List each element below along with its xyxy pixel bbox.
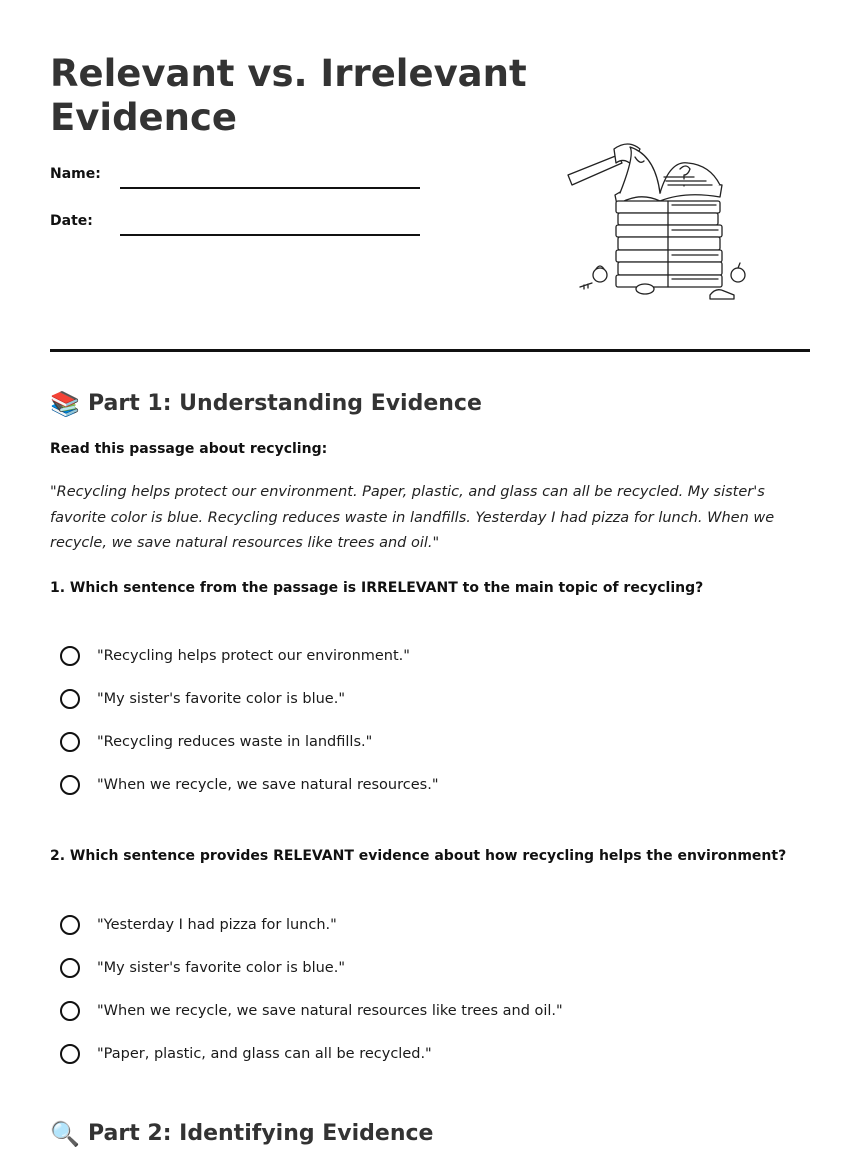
q2-option-1[interactable] <box>60 912 337 938</box>
option-label: "My sister's favorite color is blue." <box>97 691 346 707</box>
open-book-icon <box>615 147 722 205</box>
radio-button[interactable] <box>60 646 80 666</box>
q2-option-2[interactable] <box>60 955 345 981</box>
radio-button[interactable] <box>60 775 80 795</box>
radio-button[interactable] <box>60 1001 80 1021</box>
q1-option-1[interactable] <box>60 643 410 669</box>
option-label: "My sister's favorite color is blue." <box>97 960 346 976</box>
books-icon: 📚 <box>50 390 80 418</box>
book-stack-illustration <box>560 135 760 310</box>
option-label: "When we recycle, we save natural resources." <box>97 777 439 793</box>
q2-option-4[interactable] <box>60 1041 432 1067</box>
part1-heading-text: Part 1: Understanding Evidence <box>88 391 482 416</box>
option-label: "Recycling reduces waste in landfills." <box>97 734 373 750</box>
option-label: "Paper, plastic, and glass can all be recycled." <box>97 1046 432 1062</box>
magnifying-glass-icon: 🔍 <box>50 1120 80 1148</box>
q1-option-2[interactable] <box>60 686 345 712</box>
passage-instruction: Read this passage about recycling: <box>50 441 328 457</box>
radio-button[interactable] <box>60 958 80 978</box>
option-label: "When we recycle, we save natural resources like trees and oil." <box>97 1003 563 1019</box>
name-label: Name: <box>50 166 101 182</box>
recycling-passage: "Recycling helps protect our environment. Paper, plastic, and glass can all be recycled. My sister's favorite color is blue. Recycling reduces waste in landfills. Yesterday I had pizza for lunch. When we recycle, we save natural resources like trees and oil." <box>50 484 775 551</box>
date-field[interactable] <box>120 234 420 236</box>
radio-button[interactable] <box>60 1044 80 1064</box>
section-divider <box>50 349 810 352</box>
option-label: "Yesterday I had pizza for lunch." <box>97 917 337 933</box>
q1-option-4[interactable] <box>60 772 439 798</box>
part2-heading <box>50 1120 433 1148</box>
name-field[interactable] <box>120 187 420 189</box>
books-stack <box>616 201 722 287</box>
q1-option-3[interactable] <box>60 729 372 755</box>
part1-heading <box>50 390 482 418</box>
radio-button[interactable] <box>60 689 80 709</box>
question-2: 2. Which sentence provides RELEVANT evidence about how recycling helps the environment? <box>50 848 787 864</box>
option-label: "Recycling helps protect our environment." <box>97 648 410 664</box>
question-1: 1. Which sentence from the passage is IRRELEVANT to the main topic of recycling? <box>50 580 704 596</box>
page-title: Relevant vs. Irrelevant Evidence <box>50 52 527 139</box>
part2-heading-text: Part 2: Identifying Evidence <box>88 1121 434 1146</box>
date-label: Date: <box>50 213 93 229</box>
radio-button[interactable] <box>60 732 80 752</box>
radio-button[interactable] <box>60 915 80 935</box>
q2-option-3[interactable] <box>60 998 563 1024</box>
